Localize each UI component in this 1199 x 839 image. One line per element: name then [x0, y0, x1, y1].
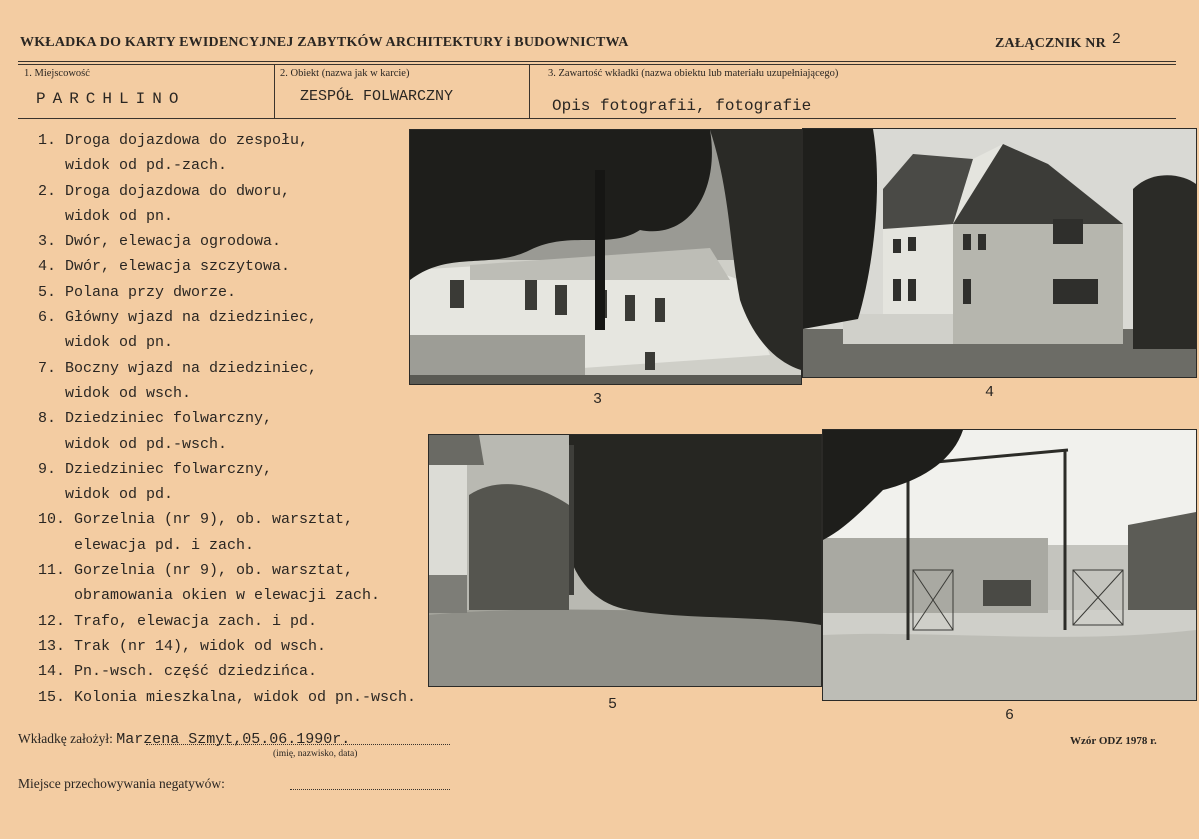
list-item: obramowania okien w elewacji zach. [38, 587, 381, 605]
annex-number: 2 [1111, 31, 1122, 48]
list-item: 7. Boczny wjazd na dziedziniec, [38, 359, 318, 377]
object-label: 2. Obiekt (nazwa jak w karcie) [280, 68, 410, 79]
header-rule-bottom [18, 118, 1176, 119]
content-label: 3. Zawartość wkładki (nazwa obiektu lub materiału uzupełniającego) [548, 68, 839, 79]
list-item: 5. Polana przy dworze. [38, 283, 237, 301]
list-item: 4. Dwór, elewacja szczytowa. [38, 258, 291, 276]
created-by-label: Wkładkę założył: [18, 731, 113, 746]
negatives-dotted-line [290, 789, 450, 790]
field-divider-2 [529, 64, 530, 118]
field-divider-1 [274, 64, 275, 118]
list-item: 6. Główny wjazd na dziedziniec, [38, 309, 318, 327]
list-item: 1. Droga dojazdowa do zespołu, [38, 132, 309, 149]
header-rule-top-2 [18, 64, 1176, 65]
list-item: widok od pd. [38, 486, 174, 504]
photo-main-courtyard-entrance [822, 429, 1197, 701]
list-item: widok od pd.-zach. [38, 157, 228, 175]
list-item: 2. Droga dojazdowa do dworu, [38, 182, 291, 200]
list-item: 3. Dwór, elewacja ogrodowa. [38, 233, 282, 251]
photo-number: 3 [593, 391, 603, 408]
created-by-dotted-line [146, 744, 450, 745]
list-item: widok od pn. [38, 207, 174, 225]
list-item: 15. Kolonia mieszkalna, widok od pn.-wsch. [38, 688, 417, 706]
list-item: widok od wsch. [38, 384, 192, 402]
list-item: 9. Dziedziniec folwarczny, [38, 460, 273, 478]
content-value: Opis fotografii, fotografie [552, 97, 812, 115]
list-item: 10. Gorzelnia (nr 9), ob. warsztat, [38, 511, 354, 529]
locality-label: 1. Miejscowość [24, 68, 90, 79]
locality-value: PARCHLINO [36, 90, 186, 108]
template-note: Wzór ODZ 1978 r. [1070, 735, 1157, 747]
created-by-value: Marzena Szmyt,05.06.1990r. [116, 731, 351, 748]
header-rule-top [18, 61, 1176, 62]
list-item: 12. Trafo, elewacja zach. i pd. [38, 612, 318, 630]
photo-number: 4 [985, 384, 995, 401]
photo-manor-garden-elevation [409, 129, 802, 385]
list-item: 13. Trak (nr 14), widok od wsch. [38, 637, 327, 655]
object-value: ZESPÓŁ FOLWARCZNY [300, 88, 454, 105]
list-item: widok od pd.-wsch. [38, 435, 228, 453]
list-item: 11. Gorzelnia (nr 9), ob. warsztat, [38, 562, 354, 580]
created-by-row [18, 731, 350, 748]
list-item: elewacja pd. i zach. [38, 536, 255, 554]
photo-clearing-by-manor [428, 434, 822, 687]
photo-description-list [38, 128, 416, 710]
photo-number: 5 [608, 696, 618, 713]
document-title: WKŁADKA DO KARTY EWIDENCYJNEJ ZABYTKÓW ARCHITEKTURY i BUDOWNICTWA [20, 35, 629, 50]
photo-number: 6 [1005, 707, 1015, 724]
photo-manor-gable-elevation [802, 128, 1197, 378]
list-item: 8. Dziedziniec folwarczny, [38, 410, 273, 428]
negatives-label: Miejsce przechowywania negatywów: [18, 776, 225, 791]
annex-heading [995, 31, 1122, 52]
created-by-hint: (imię, nazwisko, data) [273, 749, 358, 759]
list-item: widok od pn. [38, 334, 174, 352]
annex-label: ZAŁĄCZNIK NR [995, 36, 1106, 51]
list-item: 14. Pn.-wsch. część dziedzińca. [38, 663, 318, 681]
